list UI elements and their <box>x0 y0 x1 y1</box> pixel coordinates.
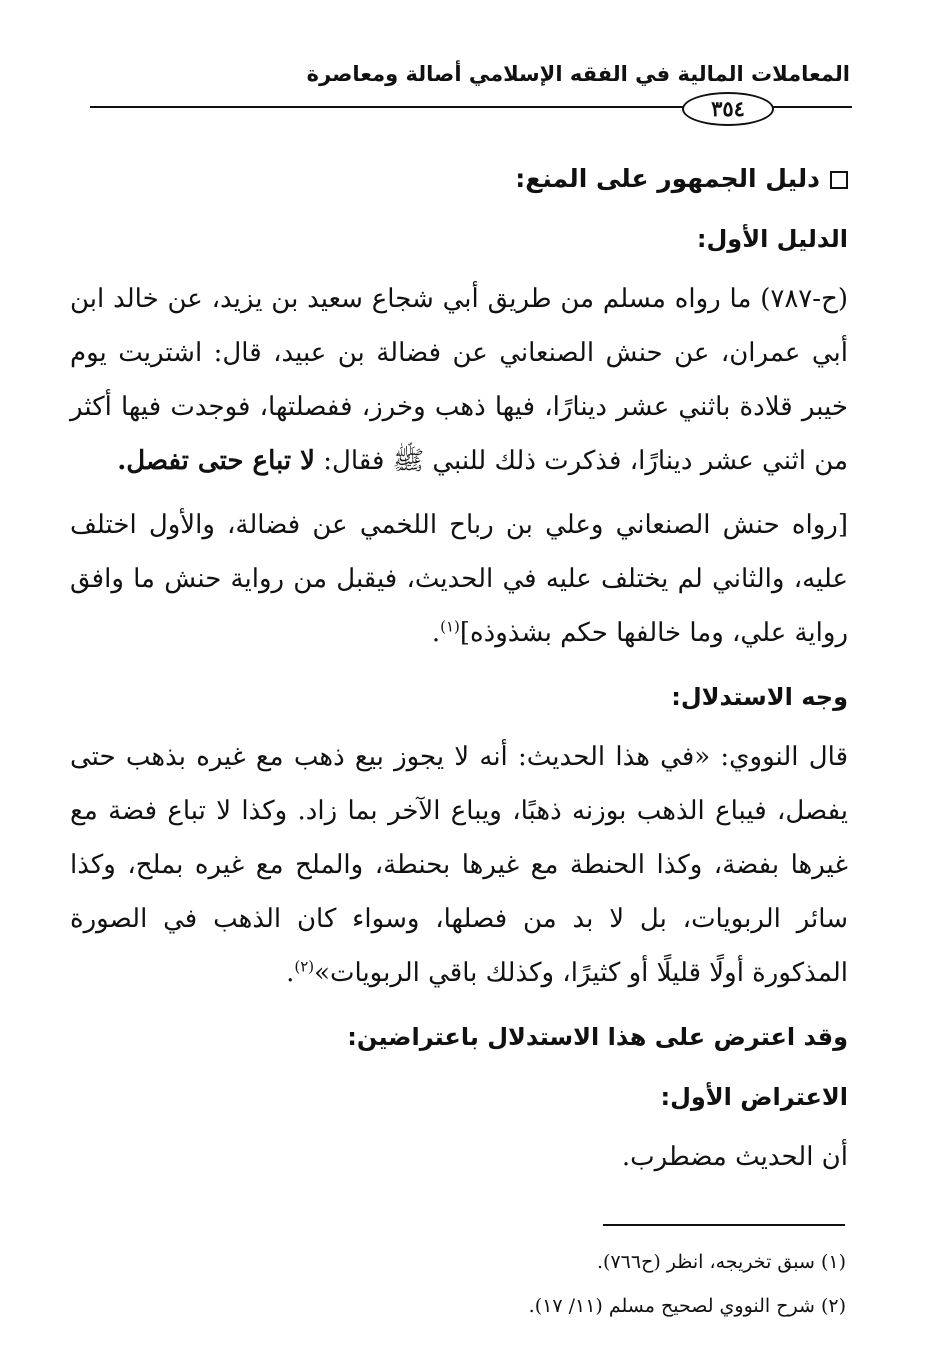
footnote-2: (٢) شرح النووي لصحيح مسلم (١١/ ١٧). <box>528 1295 846 1317</box>
running-title: المعاملات المالية في الفقه الإسلامي أصالة ومعاصرة <box>306 62 850 86</box>
narration-note: [رواه حنش الصنعاني وعلي بن رباح اللخمي عن فضالة، والأول اختلف عليه، والثاني لم يختلف عليه في الحديث، فيقبل من رواية حنش ما وافق رواية علي، وما خالفها حكم بشذوذه]$^{(١)}$. <box>70 510 848 648</box>
footnote-ref-2[interactable]: (٢) <box>294 957 315 976</box>
footnotes <box>90 1240 846 1328</box>
inference-heading: وجه الاستدلال: <box>671 683 848 711</box>
first-objection-heading: الاعتراض الأول: <box>660 1083 848 1111</box>
footnote-1: (١) سبق تخريجه، انظر (ح٧٦٦). <box>596 1251 846 1273</box>
page-body <box>70 152 848 1184</box>
hadith-quote: لا تباع حتى تفصل. <box>117 446 315 476</box>
section-heading: دليل الجمهور على المنع: <box>70 152 848 206</box>
page-number: ٣٥٤ <box>682 92 774 126</box>
first-objection-text: أن الحديث مضطرب. <box>621 1142 848 1172</box>
footnote-ref-1[interactable]: (١) <box>440 617 460 636</box>
hadith-paragraph <box>70 272 848 488</box>
first-evidence-heading: الدليل الأول: <box>696 225 848 253</box>
hadith-text: (ح-٧٨٧) ما رواه مسلم من طريق أبي شجاع سعيد بن يزيد، عن خالد ابن أبي عمران، عن حنش الصنعاني عن فضالة بن عبيد، قال: اشتريت يوم خيبر قلادة باثني عشر دينارًا، فيها ذهب وخرز، ففصلتها، فوجدت فيها أكثر من اثني عشر دينارًا، فذكرت ذلك للنبي ﷺ فقال: <box>70 284 848 476</box>
objection-intro: وقد اعترض على هذا الاستدلال باعتراضين: <box>347 1023 848 1051</box>
square-bullet-icon <box>830 171 848 189</box>
nawawi-paragraph: قال النووي: «في هذا الحديث: أنه لا يجوز بيع ذهب مع غيره بذهب حتى يفصل، فيباع الذهب بوزنه ذهبًا، ويباع الآخر بما زاد. وكذا لا تباع فضة مع غيرها بفضة، وكذا الحنطة مع غيرها بحنطة، والملح مع غيره بملح، وكذا سائر الربويات، بل لا بد من فصلها، وسواء كان الذهب في الصورة المذكورة أولًا قليلًا أو كثيرًا، وكذلك باقي الربويات»$^{(٢)}$. <box>70 742 848 988</box>
footnote-separator <box>603 1224 845 1226</box>
